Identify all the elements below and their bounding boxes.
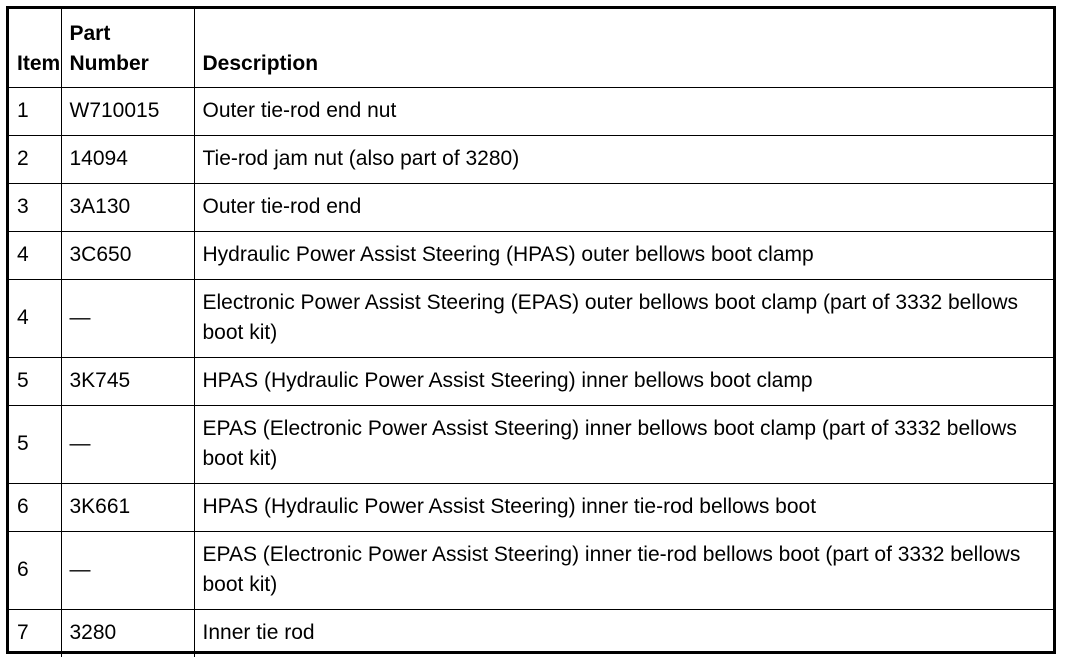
cell-description: Outer tie-rod end <box>194 183 1053 231</box>
table-row <box>9 135 1053 183</box>
parts-table-container <box>6 6 1056 654</box>
table-row <box>9 531 1053 609</box>
table-row <box>9 183 1053 231</box>
header-part-number-line2: Number <box>69 51 149 75</box>
cell-item: 2 <box>9 135 61 183</box>
cell-item: 6 <box>9 531 61 609</box>
cell-part-number: W710015 <box>61 87 194 135</box>
header-part-number <box>61 9 194 87</box>
cell-item: 7 <box>9 609 61 657</box>
table-row <box>9 483 1053 531</box>
cell-description: Outer tie-rod end nut <box>194 87 1053 135</box>
cell-item: 4 <box>9 279 61 357</box>
table-row <box>9 231 1053 279</box>
cell-description: HPAS (Hydraulic Power Assist Steering) inner tie-rod bellows boot <box>194 483 1053 531</box>
header-description: Description <box>194 9 1053 87</box>
table-header-row <box>9 9 1053 87</box>
cell-part-number: 14094 <box>61 135 194 183</box>
cell-part-number: 3A130 <box>61 183 194 231</box>
cell-part-number: — <box>61 405 194 483</box>
cell-part-number: 3K745 <box>61 357 194 405</box>
parts-table <box>9 9 1053 657</box>
cell-description: Inner tie rod <box>194 609 1053 657</box>
cell-item: 6 <box>9 483 61 531</box>
cell-description: HPAS (Hydraulic Power Assist Steering) inner bellows boot clamp <box>194 357 1053 405</box>
cell-description: EPAS (Electronic Power Assist Steering) inner bellows boot clamp (part of 3332 bellows boot kit) <box>194 405 1053 483</box>
table-row <box>9 609 1053 657</box>
table-row <box>9 87 1053 135</box>
cell-part-number: — <box>61 279 194 357</box>
cell-description: Electronic Power Assist Steering (EPAS) outer bellows boot clamp (part of 3332 bellows boot kit) <box>194 279 1053 357</box>
cell-part-number: 3C650 <box>61 231 194 279</box>
cell-item: 5 <box>9 405 61 483</box>
cell-description: Tie-rod jam nut (also part of 3280) <box>194 135 1053 183</box>
cell-item: 5 <box>9 357 61 405</box>
cell-description: Hydraulic Power Assist Steering (HPAS) outer bellows boot clamp <box>194 231 1053 279</box>
table-row <box>9 357 1053 405</box>
header-item: Item <box>9 9 61 87</box>
table-row <box>9 279 1053 357</box>
header-part-number-line1: Part <box>69 21 111 45</box>
cell-part-number: 3280 <box>61 609 194 657</box>
cell-item: 3 <box>9 183 61 231</box>
cell-item: 4 <box>9 231 61 279</box>
cell-part-number: 3K661 <box>61 483 194 531</box>
cell-description: EPAS (Electronic Power Assist Steering) inner tie-rod bellows boot (part of 3332 bellows boot kit) <box>194 531 1053 609</box>
cell-item: 1 <box>9 87 61 135</box>
table-row <box>9 405 1053 483</box>
cell-part-number: — <box>61 531 194 609</box>
